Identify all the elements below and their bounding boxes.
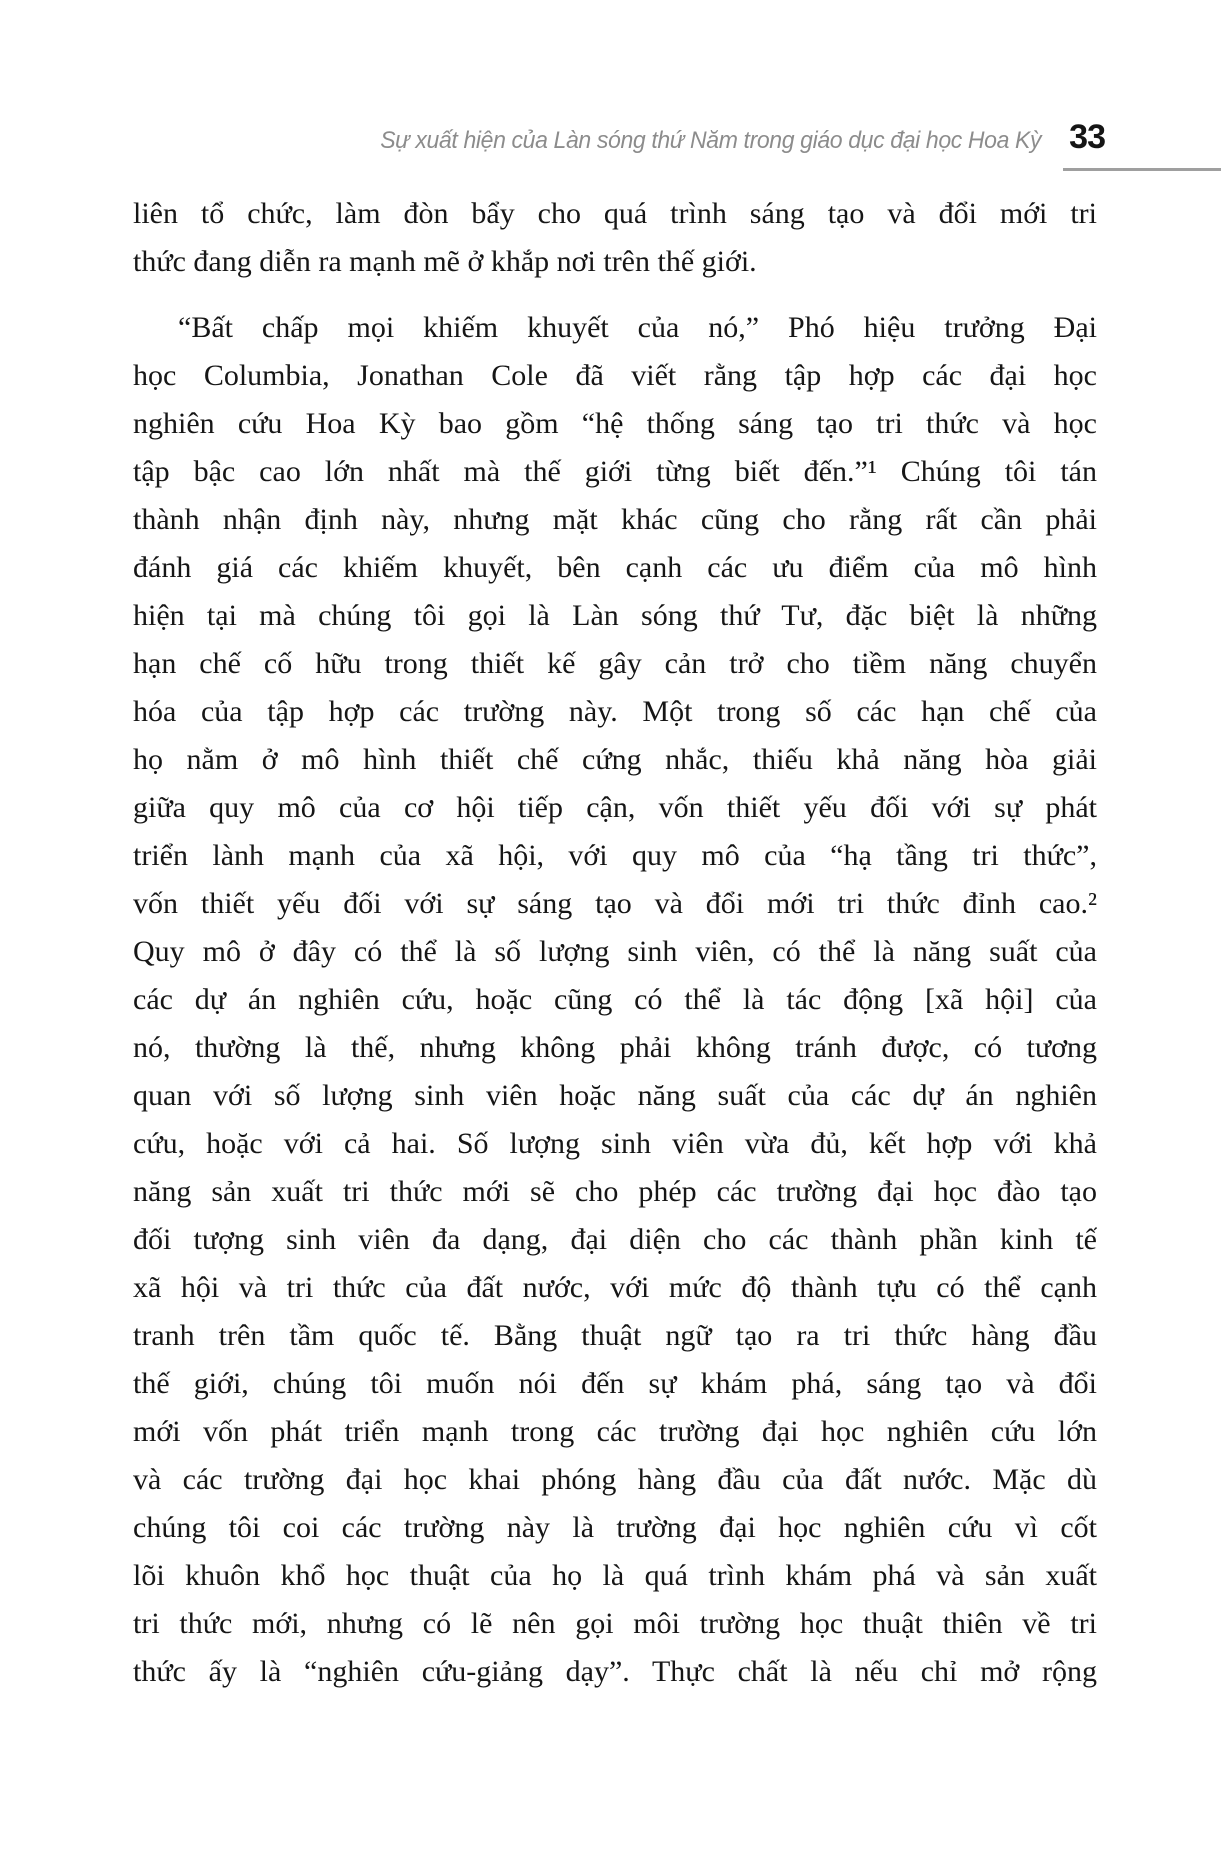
text-line: giữa quy mô của cơ hội tiếp cận, vốn thiết yếu đối với sự phát <box>133 791 1097 824</box>
text-line: thức ấy là “nghiên cứu-giảng dạy”. Thực chất là nếu chỉ mở rộng <box>133 1655 1097 1688</box>
text-line: đánh giá các khiếm khuyết, bên cạnh các ưu điểm của mô hình <box>133 551 1097 584</box>
text-line: tập bậc cao lớn nhất mà thế giới từng biết đến.”¹ Chúng tôi tán <box>133 455 1097 488</box>
text-line: thành nhận định này, nhưng mặt khác cũng cho rằng rất cần phải <box>133 503 1097 536</box>
text-line: “Bất chấp mọi khiếm khuyết của nó,” Phó hiệu trưởng Đại <box>178 311 1097 344</box>
text-line: tri thức mới, nhưng có lẽ nên gọi môi trường học thuật thiên về tri <box>133 1607 1097 1640</box>
text-line: hiện tại mà chúng tôi gọi là Làn sóng thứ Tư, đặc biệt là những <box>133 599 1097 632</box>
text-line: thức đang diễn ra mạnh mẽ ở khắp nơi trên thế giới. <box>133 245 757 278</box>
text-line: liên tổ chức, làm đòn bẩy cho quá trình sáng tạo và đổi mới tri <box>133 197 1097 230</box>
text-line: mới vốn phát triển mạnh trong các trường đại học nghiên cứu lớn <box>133 1415 1097 1448</box>
text-line: nghiên cứu Hoa Kỳ bao gồm “hệ thống sáng tạo tri thức và học <box>133 407 1097 440</box>
text-line: chúng tôi coi các trường này là trường đại học nghiên cứu vì cốt <box>133 1511 1097 1544</box>
paragraph <box>133 190 1097 286</box>
text-line: học Columbia, Jonathan Cole đã viết rằng tập hợp các đại học <box>133 359 1097 392</box>
text-line: quan với số lượng sinh viên hoặc năng suất của các dự án nghiên <box>133 1079 1097 1112</box>
running-title: Sự xuất hiện của Làn sóng thứ Năm trong giáo dục đại học Hoa Kỳ <box>380 127 1042 154</box>
text-line: xã hội và tri thức của đất nước, với mức độ thành tựu có thể cạnh <box>133 1271 1097 1304</box>
text-line: các dự án nghiên cứu, hoặc cũng có thể là tác động [xã hội] của <box>133 983 1097 1016</box>
text-line: cứu, hoặc với cả hai. Số lượng sinh viên vừa đủ, kết hợp với khả <box>133 1127 1097 1160</box>
text-line: lõi khuôn khổ học thuật của họ là quá trình khám phá và sản xuất <box>133 1559 1097 1592</box>
body-text <box>133 190 1097 1696</box>
text-line: đối tượng sinh viên đa dạng, đại diện cho các thành phần kinh tế <box>133 1223 1097 1256</box>
paragraph <box>133 304 1097 1696</box>
page-number-underline <box>1063 168 1221 171</box>
text-line: và các trường đại học khai phóng hàng đầu của đất nước. Mặc dù <box>133 1463 1097 1496</box>
text-line: họ nằm ở mô hình thiết chế cứng nhắc, thiếu khả năng hòa giải <box>133 743 1097 776</box>
text-line: năng sản xuất tri thức mới sẽ cho phép các trường đại học đào tạo <box>133 1175 1097 1208</box>
text-line: nó, thường là thế, nhưng không phải không tránh được, có tương <box>133 1031 1097 1064</box>
text-line: hóa của tập hợp các trường này. Một trong số các hạn chế của <box>133 695 1097 728</box>
text-line: hạn chế cố hữu trong thiết kế gây cản trở cho tiềm năng chuyển <box>133 647 1097 680</box>
text-line: Quy mô ở đây có thể là số lượng sinh viên, có thể là năng suất của <box>133 935 1097 968</box>
text-line: vốn thiết yếu đối với sự sáng tạo và đổi mới tri thức đỉnh cao.² <box>133 887 1097 920</box>
text-line: triển lành mạnh của xã hội, với quy mô của “hạ tầng tri thức”, <box>133 839 1097 872</box>
text-line: tranh trên tầm quốc tế. Bằng thuật ngữ tạo ra tri thức hàng đầu <box>133 1319 1097 1352</box>
page-header <box>0 118 1105 157</box>
page-number: 33 <box>1069 118 1105 156</box>
text-line: thế giới, chúng tôi muốn nói đến sự khám phá, sáng tạo và đổi <box>133 1367 1097 1400</box>
